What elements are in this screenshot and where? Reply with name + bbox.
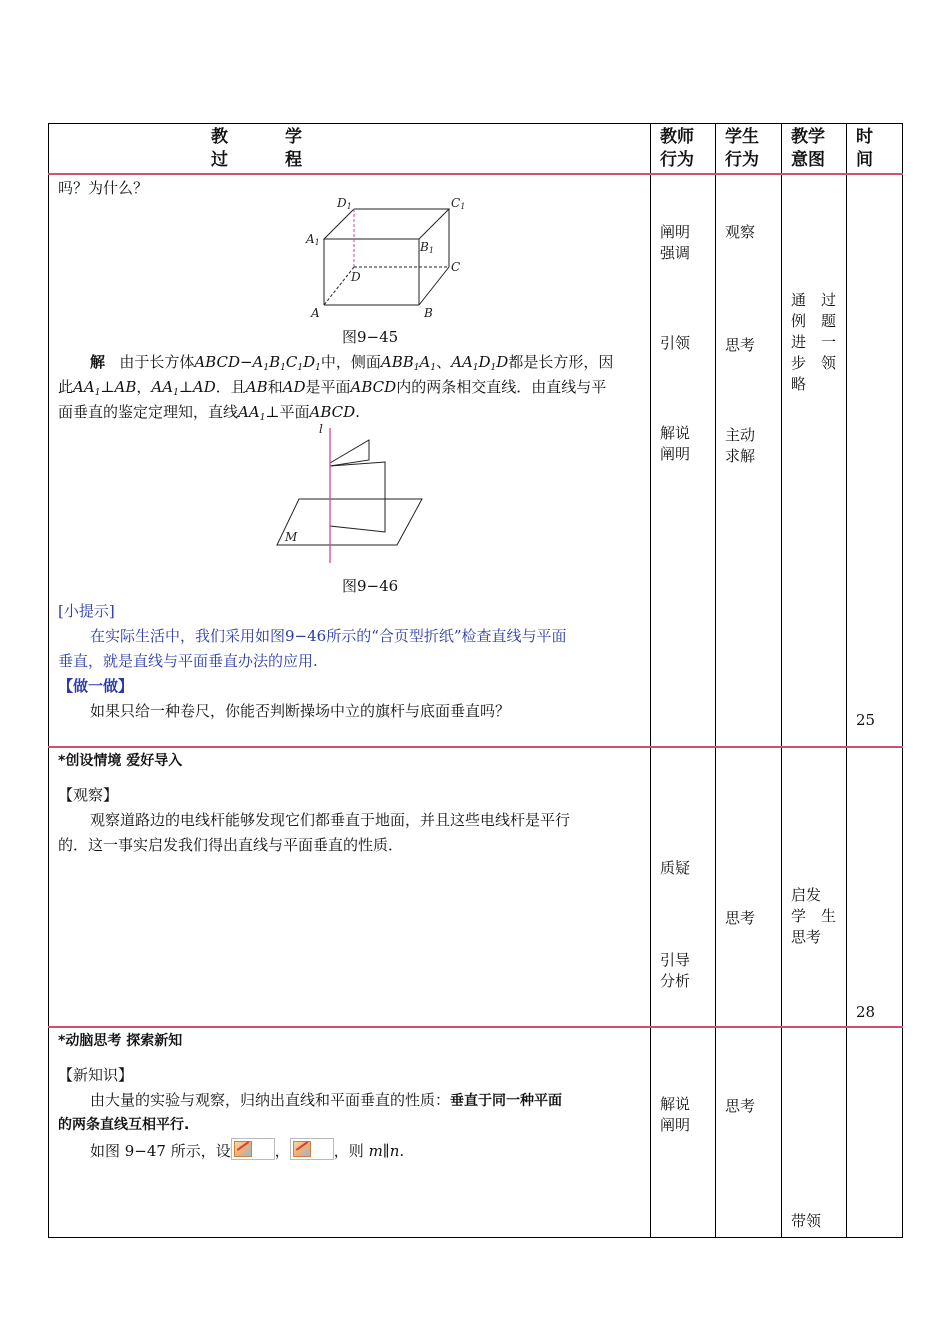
row3-title: *动脑思考 探索新知 <box>58 1032 183 1049</box>
label-B1: B1 <box>420 239 434 255</box>
header-time-1: 时 <box>856 127 873 147</box>
header-time <box>847 124 903 174</box>
solution-line1: 解 由于长方体$ABCD-A_1B_1C_1D_1$中，侧面$ABB_1A_1$、$AA_1D_1D$都是长方形，因 <box>90 352 614 373</box>
row2-title: *创设情境 爱好导入 <box>58 752 183 769</box>
example-line: 如图 9−47 所示，设 ， ，则 m∥n. <box>90 1138 650 1163</box>
row2-teacher-2: 引导 分析 <box>660 950 691 990</box>
row3-time <box>847 1027 903 1238</box>
row2-teacher-1: 质疑 <box>660 858 691 877</box>
row1-intent-text: 通 过 例 题 进 一 步 领 略 <box>791 290 837 393</box>
solution-line3: 面垂直的鉴定定理知，直线$AA_1\perp$平面ABCD. <box>58 402 360 423</box>
header-student-1: 学生 <box>725 127 759 147</box>
label-l: l <box>319 421 323 436</box>
row3-teacher-1: 解说 阐明 <box>660 1094 691 1134</box>
new-text-line2: 的两条直线互相平行. <box>58 1116 190 1133</box>
header-time-2: 间 <box>856 150 873 170</box>
row1-teacher-1: 阐明 强调 <box>660 222 691 262</box>
row3-intent-text: 带领 <box>791 1211 822 1230</box>
header-teacher-1: 教师 <box>660 127 694 147</box>
row1-teacher-2: 引领 <box>660 333 691 352</box>
hint-text-1: 在实际生活中，我们采用如图9−46所示的“合页型折纸”检查直线与平面 <box>90 626 567 645</box>
row3-student <box>716 1027 782 1238</box>
label-B: B <box>424 305 433 320</box>
formula-image-2 <box>290 1138 334 1160</box>
header-student-2: 行为 <box>725 150 759 170</box>
header-intent <box>782 124 847 174</box>
try-text: 如果只给一种卷尺，你能否判断操场中立的旗杆与底面垂直吗？ <box>90 701 511 720</box>
header-intent-2: 意图 <box>791 150 825 170</box>
row1-time <box>847 174 903 747</box>
fig45-caption: 图9−45 <box>342 327 399 346</box>
row1-intent <box>782 174 847 747</box>
label-M: M <box>285 529 298 544</box>
label-D1: D1 <box>337 195 352 211</box>
figure-9-45 <box>279 195 466 320</box>
label-D: D <box>351 269 361 284</box>
row1-student-1: 观察 <box>725 222 756 241</box>
row1-teacher <box>651 174 716 747</box>
row2-time <box>847 747 903 1027</box>
question-tail: 吗？为什么？ <box>58 178 149 197</box>
row2-teacher <box>651 747 716 1027</box>
new-text-line1: 由大量的实验与观察，归纳出直线和平面垂直的性质：垂直于同一种平面 <box>90 1090 563 1109</box>
hint-title: [小提示] <box>58 601 115 620</box>
label-A: A <box>311 305 320 320</box>
row2-content <box>49 747 651 1027</box>
row2-student-1: 思考 <box>725 908 756 927</box>
row3-content <box>49 1027 651 1238</box>
row3-intent <box>782 1027 847 1238</box>
row3-teacher <box>651 1027 716 1238</box>
header-intent-1: 教学 <box>791 127 825 147</box>
hint-text-2: 垂直，就是直线与平面垂直办法的应用. <box>58 651 318 670</box>
label-A1: A1 <box>306 231 320 247</box>
lesson-table <box>48 123 903 1238</box>
row1-teacher-3: 解说 阐明 <box>660 423 691 463</box>
header-process-line2: 过 程 <box>211 150 322 170</box>
figure-9-46 <box>277 423 427 563</box>
solution-line2: 此$AA_1\perp AB$，$AA_1\perp AD$．且AB和AD是平面ABCD内的两条相交直线．由直线与平 <box>58 377 607 398</box>
row2-intent <box>782 747 847 1027</box>
row1-content <box>49 174 651 747</box>
row2-time-text: 28 <box>856 1002 876 1021</box>
label-C1: C1 <box>451 195 466 211</box>
observe-text-2: 的．这一事实启发我们得出直线与平面垂直的性质． <box>58 835 404 854</box>
fig46-caption: 图9−46 <box>342 576 399 595</box>
solution-label: 解 <box>90 352 106 371</box>
new-title: 【新知识】 <box>58 1065 134 1084</box>
observe-title: 【观察】 <box>58 785 119 804</box>
row1-student-2: 思考 <box>725 335 756 354</box>
observe-text-1: 观察道路边的电线杆能够发现它们都垂直于地面，并且这些电线杆是平行 <box>90 810 571 829</box>
header-teacher-2: 行为 <box>660 150 694 170</box>
header-teacher <box>651 124 716 174</box>
label-C: C <box>451 259 461 274</box>
row1-time-text: 25 <box>856 710 876 729</box>
header-student <box>716 124 782 174</box>
try-title: 【做一做】 <box>58 676 134 695</box>
header-process <box>49 124 651 174</box>
row3-student-1: 思考 <box>725 1096 756 1115</box>
formula-image-1 <box>231 1138 275 1160</box>
row2-intent-text: 启发 学 生 思考 <box>791 885 837 946</box>
row1-student <box>716 174 782 747</box>
row2-student <box>716 747 782 1027</box>
header-process-line1: 教 学 <box>211 127 322 147</box>
row1-student-3: 主动 求解 <box>725 425 756 465</box>
